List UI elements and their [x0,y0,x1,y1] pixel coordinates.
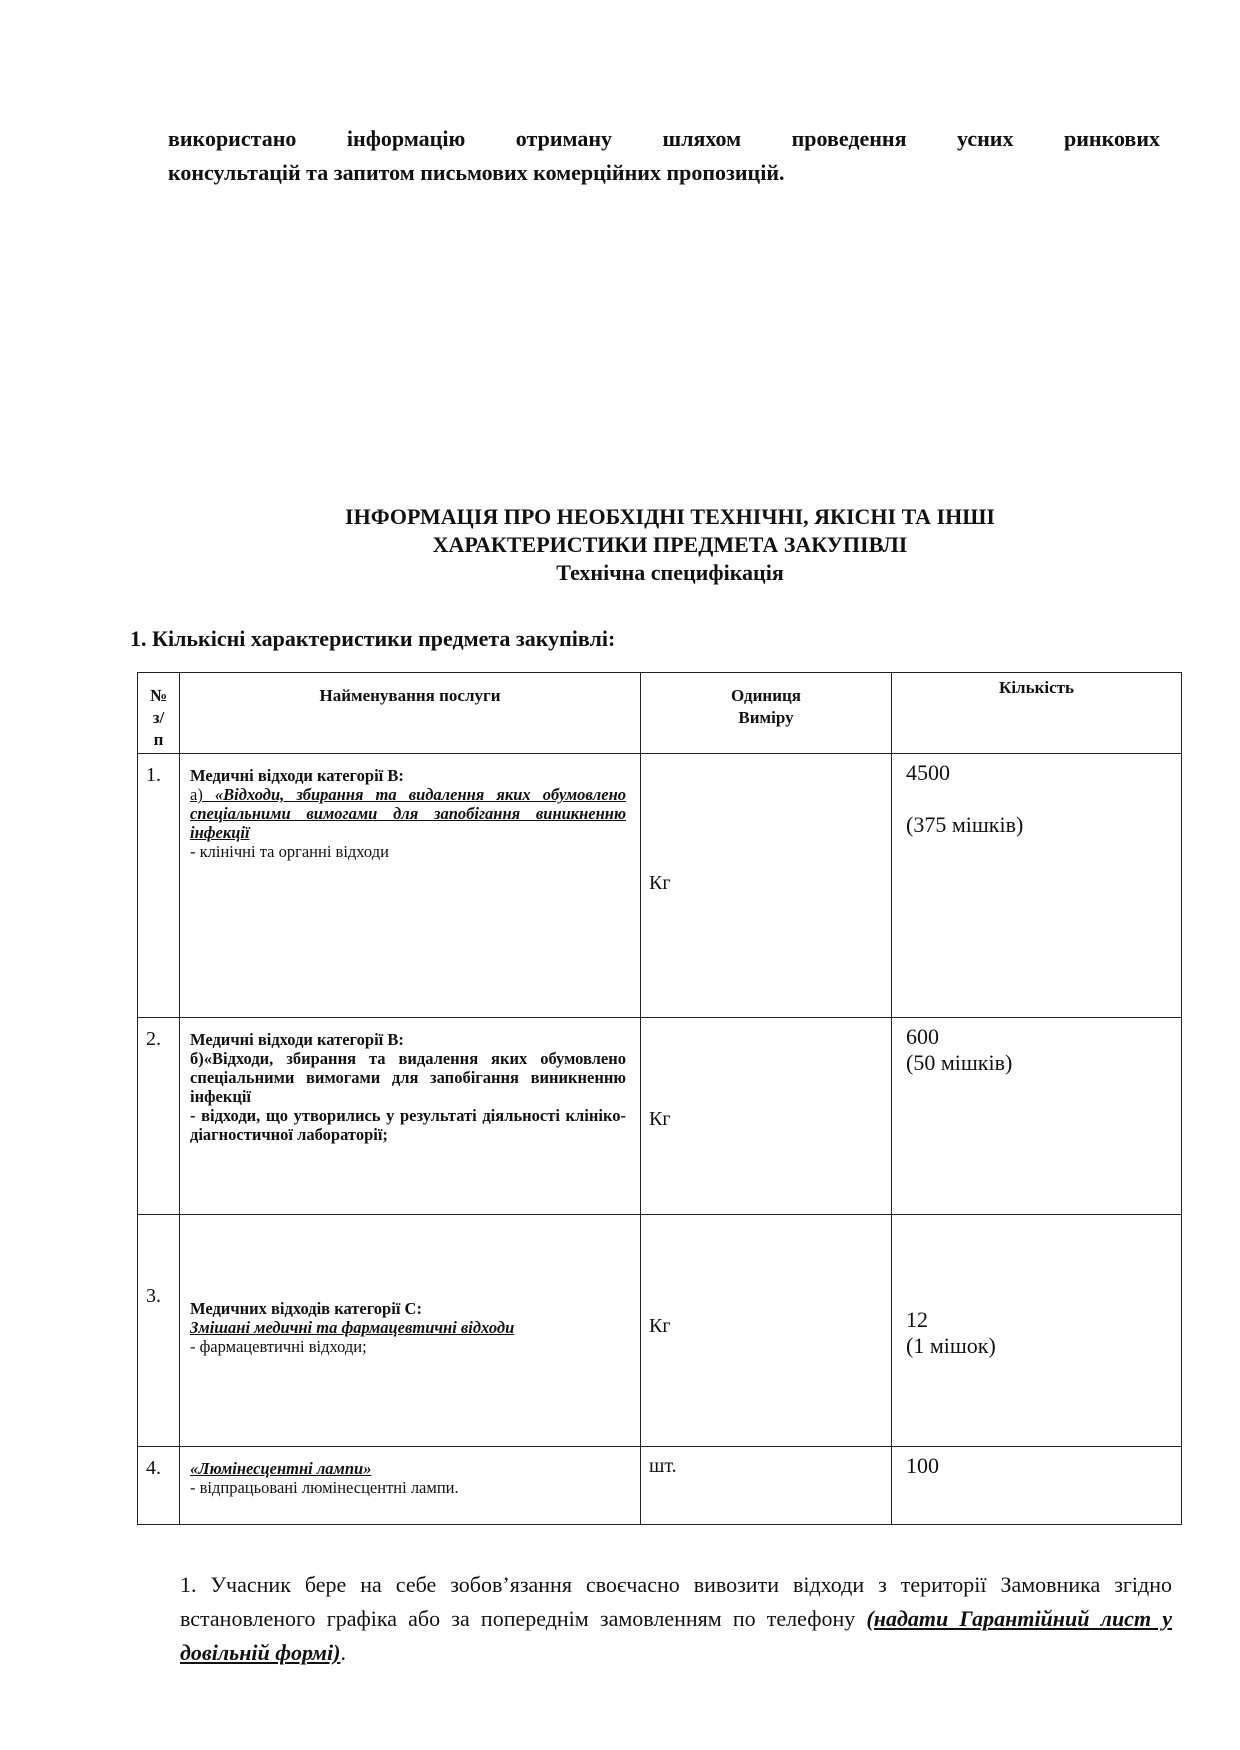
row-num: 4. [138,1447,180,1525]
row-title: «Люмінесцентні лампи» [190,1459,372,1478]
row-qty-value: 12 [906,1307,928,1332]
row-qty [892,1447,1182,1525]
row-num [138,1215,180,1447]
row-description [180,1447,641,1525]
row-detail: - відходи, що утворились у результаті діяльності клініко-діагностичної лабораторії; [190,1106,626,1144]
row-unit [641,1447,892,1525]
intro-paragraph [168,122,1160,190]
section-heading: 1. Кількісні характеристики предмета закупівлі: [130,626,616,651]
header-unit-line-1: Одиниця [731,686,801,705]
row-title: Змішані медичні та фармацевтичні відходи [190,1318,515,1337]
row-num: 1. [138,754,180,1018]
row-qty-note: (375 мішків) [906,812,1024,837]
row-title [190,785,626,842]
row-num-text: 3. [146,1285,161,1307]
row-qty-value: 100 [906,1453,939,1478]
row-category: Медичних відходів категорії С: [190,1299,422,1318]
table-row [138,754,1182,1018]
header-qty: Кількість [892,673,1182,754]
header-name: Найменування послуги [180,673,641,754]
title-line-1: ІНФОРМАЦІЯ ПРО НЕОБХІДНІ ТЕХНІЧНІ, ЯКІСНІ ТА ІНШІ [345,504,995,529]
header-unit [641,673,892,754]
header-num-line-3: п [153,730,164,749]
row-unit [641,754,892,1018]
header-num [138,673,180,754]
header-num-line-2: з/ [152,708,165,727]
header-num-line-1: № [149,686,168,705]
row-title-text: «Відходи, збирання та видалення яких обумовлено спеціальними вимогами для запобігання виникненню інфекції [190,785,627,842]
row-qty-value: 600 [906,1024,939,1049]
row-description [180,1215,641,1447]
table-header-row [138,673,1182,754]
table-row [138,1447,1182,1525]
row-detail: - фармацевтичні відходи; [190,1337,367,1356]
row-unit-text: Кг [649,1108,671,1130]
title-subtitle: Технічна специфікація [556,560,784,585]
specification-table [137,672,1182,1525]
row-description [180,1018,641,1215]
row-qty-note: (1 мішок) [906,1333,996,1358]
row-unit [641,1215,892,1447]
obligation-paragraph [180,1568,1172,1670]
obligation-text: 1. Учасник бере на себе зобов’язання своєчасно вивозити відходи з території Замовника згідно встановленого графіка або за попереднім замовленням по телефону [180,1572,1172,1631]
row-qty-value: 4500 [906,760,950,785]
row-description [180,754,641,1018]
row-detail: - клінічні та органні відходи [190,842,389,861]
table-row [138,1018,1182,1215]
obligation-emphasis: (надати Гарантійний лист у довільній формі) [180,1606,1172,1665]
intro-line-2: консультацій та запитом письмових комерційних пропозицій. [168,160,785,185]
title-line-2: ХАРАКТЕРИСТИКИ ПРЕДМЕТА ЗАКУПІВЛІ [432,532,908,557]
row-qty-note: (50 мішків) [906,1050,1013,1075]
row-unit-text: Кг [649,1315,671,1337]
header-unit-line-2: Виміру [738,708,794,727]
row-category: Медичні відходи категорії В: [190,1030,404,1049]
table-row [138,1215,1182,1447]
row-qty [892,1018,1182,1215]
row-num: 2. [138,1018,180,1215]
row-title-prefix: а) [190,785,215,804]
intro-line-1: використано інформацію отриману шляхом проведення усних ринкових [168,126,1160,151]
row-unit-text: Кг [649,872,671,894]
obligation-end: . [340,1640,346,1665]
row-unit-text: шт. [649,1455,677,1477]
row-title: б)«Відходи, збирання та видалення яких обумовлено спеціальними вимогами для запобігання виникненню інфекції [190,1049,626,1106]
row-qty [892,754,1182,1018]
row-qty [892,1215,1182,1447]
row-category: Медичні відходи категорії В: [190,766,404,785]
row-unit [641,1018,892,1215]
document-title [130,503,1210,587]
row-detail: - відпрацьовані люмінесцентні лампи. [190,1478,459,1497]
